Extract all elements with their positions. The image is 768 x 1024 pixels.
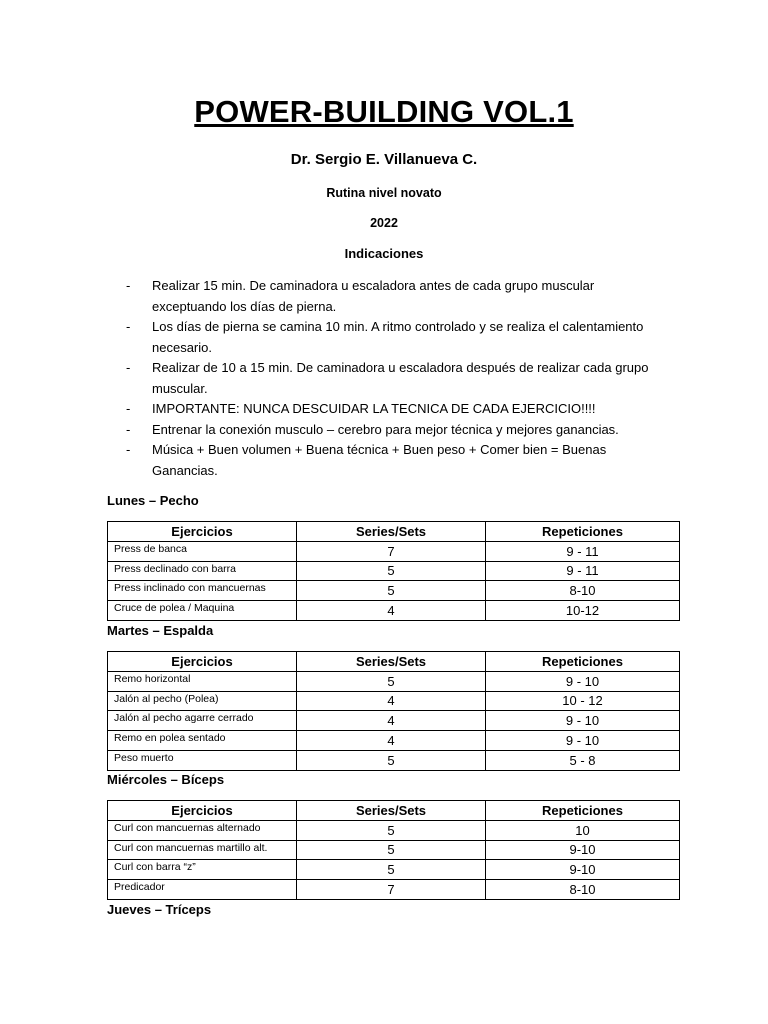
exercise-reps: 9-10: [486, 860, 680, 880]
exercise-name: Press inclinado con mancuernas: [108, 581, 297, 601]
table-row: [108, 581, 680, 601]
exercise-sets: 4: [297, 731, 486, 751]
day-heading-jueves: Jueves – Tríceps: [107, 902, 212, 917]
indications-list: [126, 276, 666, 481]
document-title: POWER-BUILDING VOL.1: [194, 94, 574, 129]
indication-item: - Los días de pierna se camina 10 min. A ritmo controlado y se realiza el calentamiento necesario.: [126, 319, 644, 355]
exercise-sets: 4: [297, 601, 486, 621]
exercise-name: Peso muerto: [108, 750, 297, 770]
col-header-reps: Repeticiones: [486, 801, 680, 821]
exercise-sets: 5: [297, 750, 486, 770]
exercise-reps: 10 - 12: [486, 691, 680, 711]
exercise-sets: 5: [297, 820, 486, 840]
table-row: [108, 731, 680, 751]
exercise-reps: 8-10: [486, 880, 680, 900]
exercise-table-martes: [107, 651, 680, 771]
exercise-sets: 5: [297, 561, 486, 581]
exercise-name: Predicador: [108, 880, 297, 900]
exercise-name: Curl con mancuernas martillo alt.: [108, 840, 297, 860]
indication-item: - IMPORTANTE: NUNCA DESCUIDAR LA TECNICA DE CADA EJERCICIO!!!!: [126, 399, 666, 420]
table-row: [108, 561, 680, 581]
table-row: [108, 880, 680, 900]
table-header-row: [108, 801, 680, 821]
table-row: [108, 840, 680, 860]
exercise-sets: 5: [297, 840, 486, 860]
exercise-reps: 9 - 10: [486, 711, 680, 731]
exercise-reps: 5 - 8: [486, 750, 680, 770]
table-row: [108, 750, 680, 770]
dash-bullet-icon: -: [126, 319, 131, 334]
exercise-table-lunes: [107, 521, 680, 621]
exercise-sets: 5: [297, 671, 486, 691]
exercise-name: Remo horizontal: [108, 671, 297, 691]
day-heading-miercoles: Miércoles – Bíceps: [107, 772, 225, 787]
exercise-sets: 7: [297, 880, 486, 900]
col-header-exercises: Ejercicios: [108, 652, 297, 672]
exercise-sets: 4: [297, 711, 486, 731]
exercise-name: Press declinado con barra: [108, 561, 297, 581]
exercise-sets: 4: [297, 691, 486, 711]
table-header-row: [108, 652, 680, 672]
dash-bullet-icon: -: [126, 401, 131, 416]
dash-bullet-icon: -: [126, 360, 131, 375]
exercise-name: Cruce de polea / Maquina: [108, 601, 297, 621]
table-row: [108, 691, 680, 711]
indication-item: - Realizar de 10 a 15 min. De caminadora u escaladora después de realizar cada grupo muscular.: [126, 360, 649, 396]
table-row: [108, 820, 680, 840]
exercise-name: Jalón al pecho (Polea): [108, 691, 297, 711]
exercise-name: Curl con mancuernas alternado: [108, 820, 297, 840]
exercise-sets: 5: [297, 581, 486, 601]
exercise-reps: 8-10: [486, 581, 680, 601]
document-year: 2022: [370, 216, 398, 230]
exercise-reps: 9 - 10: [486, 671, 680, 691]
table-row: [108, 671, 680, 691]
col-header-reps: Repeticiones: [486, 652, 680, 672]
exercise-name: Remo en polea sentado: [108, 731, 297, 751]
exercise-reps: 9 - 11: [486, 541, 680, 561]
exercise-reps: 9 - 10: [486, 731, 680, 751]
table-row: [108, 860, 680, 880]
exercise-reps: 9 - 11: [486, 561, 680, 581]
exercise-name: Jalón al pecho agarre cerrado: [108, 711, 297, 731]
exercise-reps: 10-12: [486, 601, 680, 621]
routine-level: Rutina nivel novato: [326, 186, 442, 200]
indication-item: - Música + Buen volumen + Buena técnica + Buen peso + Comer bien = Buenas Ganancias.: [126, 442, 607, 478]
col-header-sets: Series/Sets: [297, 522, 486, 542]
table-header-row: [108, 522, 680, 542]
exercise-table-miercoles: [107, 800, 680, 900]
col-header-reps: Repeticiones: [486, 522, 680, 542]
exercise-sets: 7: [297, 541, 486, 561]
day-heading-martes: Martes – Espalda: [107, 623, 214, 638]
dash-bullet-icon: -: [126, 421, 131, 437]
dash-bullet-icon: -: [126, 442, 131, 457]
col-header-sets: Series/Sets: [297, 801, 486, 821]
dash-bullet-icon: -: [126, 278, 131, 293]
exercise-reps: 10: [486, 820, 680, 840]
exercise-name: Curl con barra “z”: [108, 860, 297, 880]
table-row: [108, 711, 680, 731]
col-header-exercises: Ejercicios: [108, 801, 297, 821]
exercise-reps: 9-10: [486, 840, 680, 860]
indications-heading: Indicaciones: [344, 246, 424, 261]
day-heading-lunes: Lunes – Pecho: [107, 493, 199, 508]
indication-item: - Entrenar la conexión musculo – cerebro para mejor técnica y mejores ganancias.: [126, 420, 666, 441]
indication-item: - Realizar 15 min. De caminadora u escaladora antes de cada grupo muscular exceptuando los días de pierna.: [126, 278, 595, 314]
table-row: [108, 541, 680, 561]
exercise-name: Press de banca: [108, 541, 297, 561]
exercise-sets: 5: [297, 860, 486, 880]
author-name: Dr. Sergio E. Villanueva C.: [290, 151, 478, 168]
col-header-sets: Series/Sets: [297, 652, 486, 672]
table-row: [108, 601, 680, 621]
col-header-exercises: Ejercicios: [108, 522, 297, 542]
